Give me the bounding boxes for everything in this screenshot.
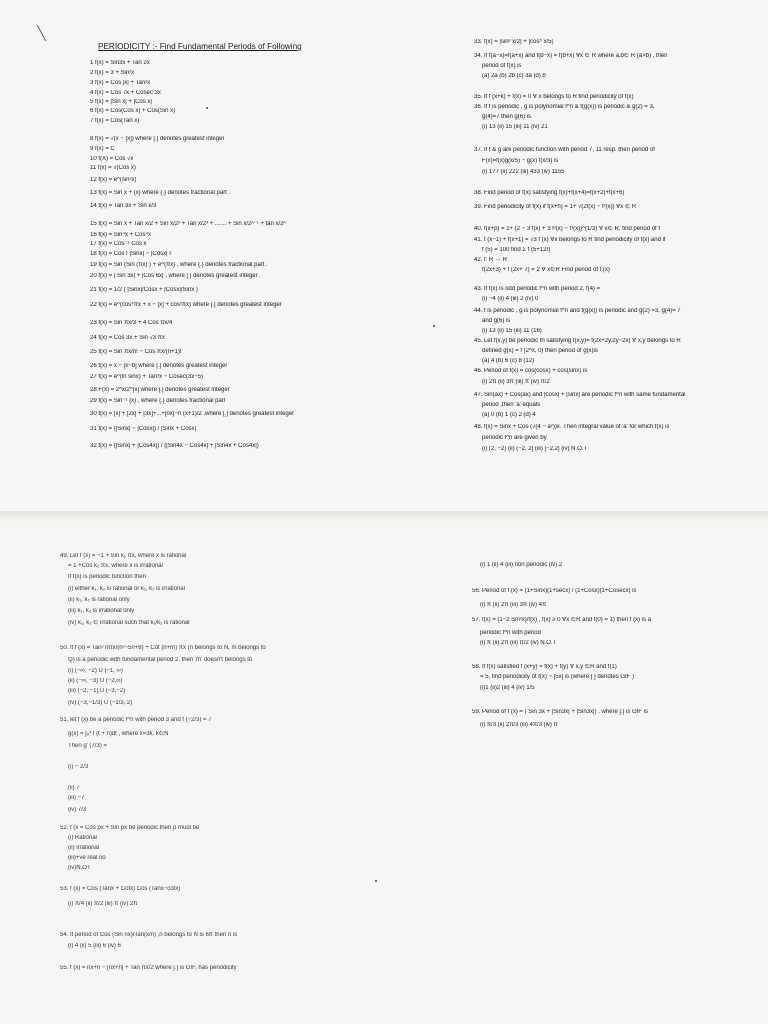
question-line: 58. If f(x) satisfied f (x+y) = f(x) + f(y) ∀ x,y ∈R and f(1) bbox=[472, 664, 617, 670]
punch-dot bbox=[206, 107, 208, 109]
question-line: f(2x+3) + f (2x+ 7) = 2 ∀ x∈R Find period of f (x) bbox=[482, 267, 610, 273]
question-line: 11 f(x) = √(Cos x) bbox=[90, 165, 136, 171]
question-line: (ii) 7 bbox=[68, 785, 80, 791]
worksheet-title: PERIODICITY :- Find Fundamental Periods of Following bbox=[98, 42, 302, 51]
question-line: 24 f(x) = Cos 3x + Sin √3 πx bbox=[90, 335, 165, 341]
question-line: 6 f(x) = Cos(Cos x) + Cos(Sin x) bbox=[90, 108, 176, 114]
question-line: 38. Find period of f(x) satisfying f(x)+f(x+4)=f(x+2)+f(x+6) bbox=[474, 190, 625, 196]
question-line: f (5) = 100 find Σ f (5+12r) bbox=[482, 247, 551, 253]
question-line: 50. If f (x) = Tan² nπx/(n²−5n+8) + Cot (n+m) πx (n belongs to N, m belongs to bbox=[60, 645, 266, 651]
question-line: 40. f(x+p) = 1+ {2 − 3 f(x) + 3 f²(x) − f³(x)}^(1/3) ∀ x∈ R, find period of f bbox=[474, 226, 660, 232]
pen-stroke bbox=[37, 25, 46, 41]
question-line: 4 f(x) = Cos 7x + Cosec 3x bbox=[90, 90, 161, 96]
question-line: 56. Period of f (x) = (1+Sinx)(1+secx) / (1+Cosx)(1+Cosecx) is bbox=[472, 588, 637, 594]
question-line: defined g(x) = f (2^x, 0) then period of g(x)is bbox=[482, 348, 598, 354]
question-line: (i) π (ii) 2π (iii) 3π (iv) 4π bbox=[480, 602, 547, 608]
question-line: (i) 13 (ii) 15 (iii) 11 (iv) 21 bbox=[482, 124, 548, 130]
question-line: 26 f(x) = x − [x−b] where [.] denotes greatest integer bbox=[90, 363, 228, 369]
question-line: (i) π/3 (ii) 2π/3 (iii) 4π/3 (iv) π bbox=[480, 722, 558, 728]
question-line: 43. If f(x) is odd periodic f^n with period 2, f(4) = bbox=[474, 286, 601, 292]
question-line: 30 f(x) = [x] + [2x] + [3x]+...+[nx]−n (x+1)/2 ,where [.] denotes greatest integer bbox=[90, 411, 295, 417]
question-line: 33. f(x) = |sin³ x/2| + |cos⁵ x/5| bbox=[474, 39, 553, 45]
question-line: (i)1 (ii)2 (iii) 4 (iv) 1/5 bbox=[480, 685, 535, 691]
question-line: (iii) k₁, k₂ is irrational only bbox=[68, 608, 135, 614]
question-line: periodic f^n with period bbox=[480, 630, 541, 636]
question-line: 12 f(x) = e^(sin²x) bbox=[90, 177, 137, 183]
question-line: (i) (2, −2) (ii) (−2, 2] (iii) [−2,2] (iv) N.O.T bbox=[482, 446, 588, 452]
question-line: (iii) (−2, −1] U (−3,−2) bbox=[68, 688, 126, 694]
question-line: (iv) k₁, k₂ ∈ irrational such that k₁/k₂ is rational bbox=[68, 620, 190, 626]
question-line: 2 f(x) = 3 + Sin²x bbox=[90, 70, 135, 76]
question-line: 46. Period of f(x) = cos(cosx) + cos(sinx) is bbox=[474, 368, 588, 374]
question-line: 9 f(x) = C bbox=[90, 146, 115, 152]
question-line: 13 f(x) = Sin x + {x} where {.} denotes fractional part . bbox=[90, 190, 231, 196]
question-line: (i) − 2/3 bbox=[68, 764, 89, 770]
question-line: (i) −4 (ii) 4 (iii) 2 (iv) 0 bbox=[482, 296, 539, 302]
question-line: periodic f^n are given by bbox=[482, 435, 547, 441]
question-line: 1 f(x) = Sin3x + Tan 2x bbox=[90, 60, 150, 66]
question-line: (ii) irrational bbox=[68, 845, 100, 851]
question-line: 19 f(x) = Sin (Sin (πx) ) + e^{πx} , where {.} denotes fractional part . bbox=[90, 262, 268, 268]
punch-dot bbox=[433, 325, 435, 327]
question-line: 42. f: R → R bbox=[474, 257, 507, 263]
question-line: 23 f(x) = Sin πx/3 + 4 Cos πx/4 bbox=[90, 320, 173, 326]
question-line: 8 f(x) = √(x − [x]) where [.] denotes greatest integer bbox=[90, 136, 225, 142]
question-line: 3 f(x) = Cos |x| + Tan²x bbox=[90, 80, 151, 86]
question-line: 16 f(x) = Sin⁴x + Cos⁴x bbox=[90, 232, 151, 238]
question-line: 21 f(x) = 1/2 ( |Sinx|/Cosx + |Cosx|/Sinx ) bbox=[90, 287, 198, 293]
question-line: (iv) 7/3 bbox=[68, 807, 87, 813]
question-line: 44. f is periodic , g is polynomial f^n and f(g(x)) is periodic and g(2) =3, g(4)= 7 bbox=[474, 308, 681, 314]
question-line: (i) 13 (ii) 15 (iii) 11 (16) bbox=[482, 328, 542, 334]
question-line: 15 f(x) = Sin x + Tan x/2 + Sin x/2² + Tan x/2³ + ....... + Sin x/2ⁿ⁻¹ + tan x/2ⁿ bbox=[90, 221, 286, 227]
question-line: (i) 1 (ii) 4 (iii) non periodic (iv) 2 bbox=[480, 562, 563, 568]
question-line: 57. f(x) = (1−2 Sin²x)/f(x) , f(x) ≥ 0 ∀x ∈R and f(0) = 1) then f (x) is a bbox=[472, 617, 651, 623]
question-line: (i) either k₁, k₂ is rational or k₁, k₂ is irrational bbox=[68, 586, 185, 592]
question-line: 52. f (x = Cos px + Sin px be periodic then p must be bbox=[60, 825, 200, 831]
question-line: 51. let f (x) be a periodic f^n with period 3 and f (−2/3) = 7 bbox=[60, 717, 212, 723]
question-line: (i) 2π (ii) 3π (iii) π (iv) π/2 bbox=[482, 379, 550, 385]
question-line: 45. Let f(x,y) be periodic fn satisfying f(x,y)= f(2x+2y,2y−2x) ∀ x,y belongs to R bbox=[474, 338, 681, 344]
question-line: 39. Find periodicity of f(x) if f(x+h) = 1+ √(2f(x) − f²(x)) ∀x ∈ R bbox=[474, 204, 637, 210]
question-line: 34. If f(a−x)=f(a+x) and f(b−x) = f(b+x) ∀x ∈ R where a,b∈ R (a>b) , then bbox=[474, 53, 668, 59]
question-line: (i) (−∞, −2) U (−1, ∞) bbox=[68, 668, 123, 674]
question-line: (a) 2a (b) 2b (c) 3a (d) b bbox=[482, 73, 546, 79]
question-line: 47. Sin(ax) + Cos(ax) and |cosx| + |sinx| are periodic f^n with same fundamental bbox=[474, 392, 686, 398]
question-line: 27 f(x) = e^(ln sinx) + Tan³x − Cosec(3x−5) bbox=[90, 374, 204, 380]
question-line: 32 f(x) = (|Sinx| + |Cos4x|) / (|Sin4x − Cos4x| + |Sin4x + Cos4x|) bbox=[90, 443, 259, 449]
question-line: (iii)+ve real no bbox=[68, 855, 106, 861]
question-line: (i) Rational bbox=[68, 835, 97, 841]
question-line: 5 f(x) = |Sin x| + |Cos x| bbox=[90, 99, 152, 105]
question-line: 17 f(x) = Cos⁻¹ Cos x bbox=[90, 241, 147, 247]
question-line: g(4)=7 then g(6) is bbox=[482, 114, 532, 120]
question-line: 22 f(x) = e^(cos⁴πx + x − [x] + cos²πx) where [.] denotes greatest integer bbox=[90, 302, 282, 308]
question-line: 25 f(x) = Sin πx/n! − Cos πx/(n+1)! bbox=[90, 349, 182, 355]
question-line: 29 f(x) = Sin⁻¹ {x} , where {.} denotes fractional part bbox=[90, 398, 226, 404]
question-line: = 5, find periodicity of f(x) − [5x] is (where [ ] denotes GIF ) bbox=[480, 674, 634, 680]
question-line: 59. Period of f (x) = ( Sin 3x + |Sin3x| + |Sin3x|) , where [.] is GIF is bbox=[472, 709, 648, 715]
question-line: 7 f(x) = Cos(Tan x) bbox=[90, 118, 140, 124]
question-line: (ii) k₁, k₂ is rational only bbox=[68, 597, 130, 603]
question-line: Q) is a periodic with fundamental period 2, then 'm' doesn't belongs to bbox=[68, 657, 253, 663]
question-line: 53. f (x) = Cos (Tanx + Cotx) Cos (Tanx−cotx) bbox=[60, 886, 181, 892]
question-line: (i) 4 (ii) 5 (iii) 6 (iv) 6 bbox=[68, 943, 121, 949]
question-line: 31 f(x) = (|Sinx| − |Cosx|) / |Sinx + Cosx| bbox=[90, 426, 197, 432]
question-line: 20 f(x) = | Sin 3x| + |Cos 6x| , where [ ] denotes greatest integer . bbox=[90, 273, 261, 279]
question-line: period ,then 'a' equals bbox=[482, 402, 541, 408]
question-line: 28 F(x) = 2^x/2^[x] where [.] denotes greatest integer bbox=[90, 387, 230, 393]
page-fold bbox=[0, 511, 768, 521]
question-line: 35. If f (x+k) + f(x) = 0 ∀ x belongs to R find periodicity of f(x) bbox=[474, 94, 634, 100]
question-line: 54. If period of Cos (Sin nx)/Tan(x/n) ,n belongs to N is 6π then n is bbox=[60, 932, 238, 938]
question-line: F(x)=f(x)g(x/5) − g(x) f(x/3) is bbox=[482, 158, 559, 164]
question-line: (i) 177 (ii) 222 (iii) 433 (iv) 1155 bbox=[482, 169, 565, 175]
question-line: 36. If f is periodic , g is polynomial f^n & f(g(x)) is periodic & g(2) = 3, bbox=[474, 104, 655, 110]
question-line: g(x) = ∫₀ˣ f (t + n)dt , where x=3k, k∈N bbox=[68, 731, 169, 737]
question-line: (iii) −7 bbox=[68, 795, 85, 801]
question-line: = 1 +Cos k₂ πx, where x is irrational bbox=[68, 563, 163, 569]
question-line: 14 f(x) = Tan 3x + Sin x/3 bbox=[90, 203, 157, 209]
question-line: (a) 0 (b) 1 (c) 2 (d) 4 bbox=[482, 412, 536, 418]
question-line: (iv)N.OT bbox=[68, 865, 91, 871]
question-line: 55. f (x) = nx+n − [nx+n] + Tan πx/2 where [.] is GIF, has periodicity bbox=[60, 965, 237, 971]
question-line: 18 f(x) = Cos I |Sinx| − |Cosx| I bbox=[90, 251, 171, 257]
question-line: 37. If f & g are periodic function with period 7, 11 resp. then period of bbox=[474, 147, 655, 153]
question-line: 10 f(X) = Cos √x bbox=[90, 156, 134, 162]
question-line: and g(6) is bbox=[482, 318, 511, 324]
question-line: Then g' (7/3) = bbox=[68, 743, 107, 749]
question-line: 48. f(x) = Sinx + Cos (√(4 − a²))x. Then integral value of 'a' for which f(x) is bbox=[474, 424, 670, 430]
question-line: (a) 4 (b) 6 (c) 8 (12) bbox=[482, 358, 535, 364]
question-line: (i) π/4 (ii) π/2 (iii) π (iv) 2π bbox=[68, 901, 138, 907]
question-line: 49. Let f (x) = −1 + Sin k₁ πx, where x is rational bbox=[60, 553, 187, 559]
question-line: (ii) (−∞, −3) U (−2,∞) bbox=[68, 678, 123, 684]
question-line: If f(x) is periodic function then bbox=[68, 574, 146, 580]
question-line: period of f(x) is bbox=[482, 63, 522, 69]
question-line: (iv) (−3,−1/3) U (−1/3, 2) bbox=[68, 700, 133, 706]
question-line: 41. f (x−1) + f(x+1) = √3 f (x) ∀x belongs to R find periodicity of f(x) and if bbox=[474, 237, 666, 243]
punch-dot bbox=[375, 880, 377, 882]
question-line: (i) π (ii) 2π (iii) π/2 (iv) N.O.T bbox=[480, 640, 557, 646]
